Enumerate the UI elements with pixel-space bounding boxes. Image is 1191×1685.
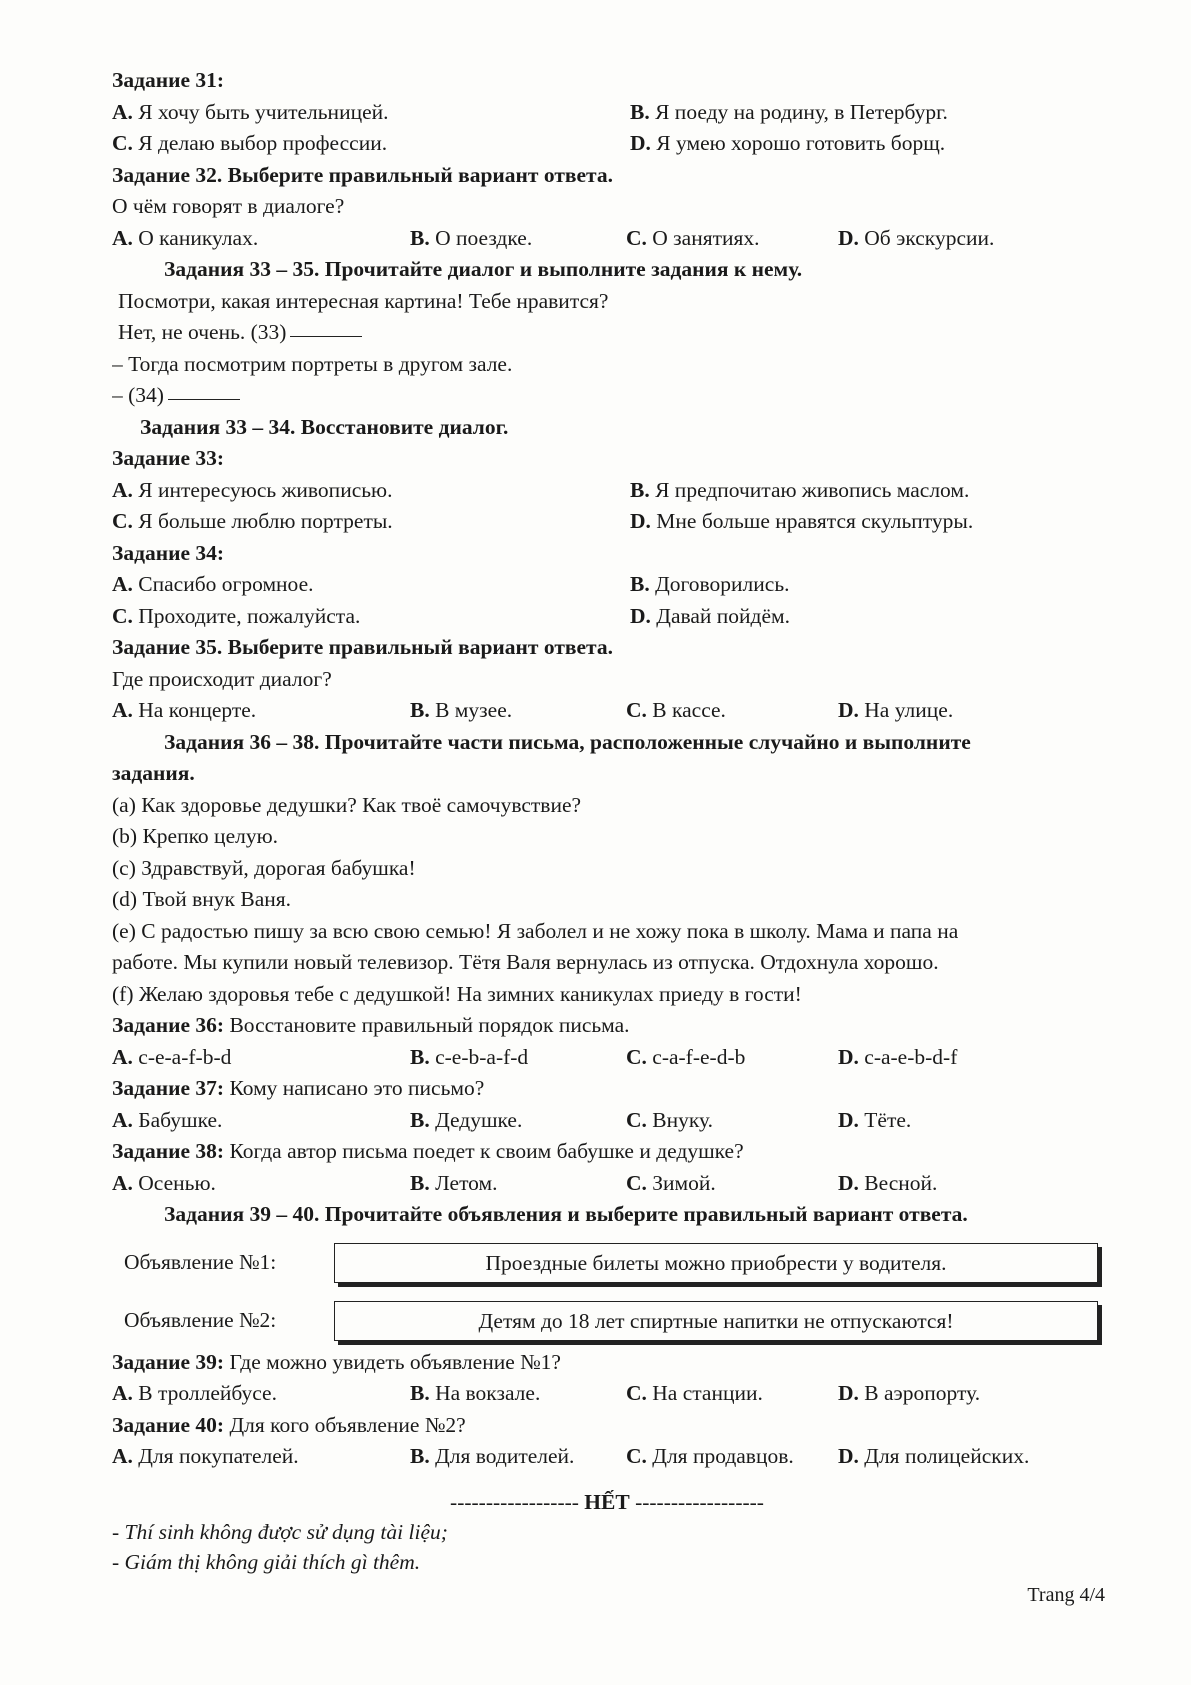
q32-option-a: A. О каникулах. (112, 225, 259, 250)
q31-options-row1 (112, 100, 1102, 132)
q34-option-a: A. Спасибо огромное. (112, 572, 314, 596)
q32-option-c: C. О занятиях. (626, 225, 760, 250)
letter-part-b: (b) Крепко целую. (112, 824, 279, 848)
footer-note-1: - Thí sinh không được sử dụng tài liệu; (112, 1519, 448, 1544)
announcement-2 (112, 1292, 1102, 1350)
q37-options (112, 1108, 1102, 1140)
q33-title: Задание 33: (112, 446, 225, 470)
end-divider: ------------------ HẾT ------------------ (450, 1489, 764, 1514)
q35-option-b: B. В музее. (410, 698, 513, 722)
q33-option-d: D. Мне больше нравятся скульптуры. (630, 509, 974, 533)
letter-part-e-line1: (e) С радостью пишу за всю свою семью! Я заболел и не хожу пока в школу. Мама и папа на (112, 918, 959, 943)
q34-option-c: C. Проходите, пожалуйста. (112, 603, 361, 628)
q40-option-a: A. Для покупателей. (112, 1444, 299, 1468)
q34-options-row2 (112, 604, 1102, 636)
q39-options (112, 1381, 1102, 1413)
q37-option-d: D. Тёте. (838, 1107, 912, 1132)
q33-options-row2 (112, 509, 1102, 541)
q31-title: Задание 31: (112, 68, 225, 92)
q38-option-a: A. Осенью. (112, 1170, 216, 1195)
q38-option-b: B. Летом. (410, 1170, 498, 1195)
q32-title: Задание 32. Выберите правильный вариант ответа. (112, 162, 613, 187)
q36-prompt: Задание 36: Восстановите правильный порядок письма. (112, 1013, 630, 1037)
q39-prompt: Задание 39: Где можно увидеть объявление №1? (112, 1349, 561, 1374)
q36-options (112, 1045, 1102, 1077)
letter-title-cont: задания. (112, 761, 195, 785)
q34-option-b: B. Договорились. (630, 572, 790, 596)
q32-option-b: B. О поездке. (410, 225, 533, 250)
dialog-line-4: – (34) (112, 383, 1102, 415)
q39-option-d: D. В аэропорту. (838, 1381, 981, 1405)
announcement-1-label: Объявление №1: (124, 1249, 277, 1274)
q40-prompt: Задание 40: Для кого объявление №2? (112, 1412, 466, 1437)
q37-option-c: C. Внуку. (626, 1107, 713, 1132)
footer-note-2: - Giám thị không giải thích gì thêm. (112, 1549, 421, 1574)
q35-title: Задание 35. Выберите правильный вариант ответа. (112, 635, 613, 659)
q33-option-a: A. Я интересуюсь живописью. (112, 477, 393, 502)
announcement-2-box: Детям до 18 лет спиртные напитки не отпускаются! (334, 1301, 1098, 1341)
q31-option-a: A. Я хочу быть учительницей. (112, 99, 389, 124)
end-word: HẾT (584, 1489, 630, 1514)
ads-title: Задания 39 – 40. Прочитайте объявления и выберите правильный вариант ответа. (164, 1202, 968, 1226)
q31-option-c: C. Я делаю выбор профессии. (112, 131, 388, 155)
q34-options-row1 (112, 572, 1102, 604)
restore-title: Задания 33 – 34. Восстановите диалог. (140, 414, 509, 439)
dialog-line-1: Посмотри, какая интересная картина! Тебе нравится? (118, 288, 609, 313)
q36-option-a: A. c-e-a-f-b-d (112, 1044, 232, 1069)
q33-option-c: C. Я больше люблю портреты. (112, 509, 393, 533)
letter-title: Задания 36 – 38. Прочитайте части письма, расположенные случайно и выполните (164, 729, 971, 754)
q31-options-row2 (112, 131, 1102, 163)
q39-option-b: B. На вокзале. (410, 1381, 541, 1405)
q35-question: Где происходит диалог? (112, 666, 332, 691)
q39-option-a: A. В троллейбусе. (112, 1381, 277, 1405)
q39-option-c: C. На станции. (626, 1381, 763, 1405)
announcement-2-label: Объявление №2: (124, 1307, 277, 1332)
q37-option-a: A. Бабушке. (112, 1107, 223, 1132)
q35-option-d: D. На улице. (838, 698, 954, 722)
q35-option-c: C. В кассе. (626, 698, 726, 722)
q38-options (112, 1171, 1102, 1203)
q33-option-b: B. Я предпочитаю живопись маслом. (630, 477, 970, 502)
q40-option-b: B. Для водителей. (410, 1444, 575, 1468)
q32-question: О чём говорят в диалоге? (112, 194, 345, 218)
dialog-line-2: Нет, не очень. (33) (112, 320, 1102, 352)
q31-option-d: D. Я умею хорошо готовить борщ. (630, 131, 946, 155)
page-number: Trang 4/4 (1027, 1584, 1105, 1606)
q32-options (112, 226, 1102, 258)
q38-option-d: D. Весной. (838, 1170, 938, 1195)
q31-option-b: B. Я поеду на родину, в Петербург. (630, 99, 948, 124)
q33-options-row1 (112, 478, 1102, 510)
q32-option-d: D. Об экскурсии. (838, 225, 995, 250)
blank-34 (168, 398, 240, 400)
letter-part-e-line2: работе. Мы купили новый телевизор. Тётя Валя вернулась из отпуска. Отдохнула хорошо. (112, 950, 939, 974)
q40-option-d: D. Для полицейских. (838, 1444, 1030, 1468)
letter-part-c: (c) Здравствуй, дорогая бабушка! (112, 855, 416, 880)
q40-options (112, 1444, 1102, 1476)
q37-option-b: B. Дедушке. (410, 1107, 523, 1132)
exam-page (112, 68, 1102, 1580)
dialog-line-3: – Тогда посмотрим портреты в другом зале. (112, 351, 513, 376)
q40-option-c: C. Для продавцов. (626, 1444, 794, 1468)
q37-prompt: Задание 37: Кому написано это письмо? (112, 1076, 485, 1100)
q38-option-c: C. Зимой. (626, 1170, 716, 1195)
announcement-1 (112, 1234, 1102, 1292)
q36-option-d: D. c-a-e-b-d-f (838, 1044, 958, 1069)
letter-part-f: (f) Желаю здоровья тебе с дедушкой! На зимних каникулах приеду в гости! (112, 981, 802, 1006)
q36-option-c: C. c-a-f-e-d-b (626, 1044, 746, 1069)
q36-option-b: B. c-e-b-a-f-d (410, 1044, 529, 1069)
announcement-1-box: Проездные билеты можно приобрести у водителя. (334, 1243, 1098, 1283)
q34-title: Задание 34: (112, 540, 225, 565)
letter-part-a: (a) Как здоровье дедушки? Как твоё самочувствие? (112, 792, 582, 817)
dialog-title: Задания 33 – 35. Прочитайте диалог и выполните задания к нему. (164, 257, 803, 281)
q35-option-a: A. На концерте. (112, 698, 257, 722)
q35-options (112, 698, 1102, 730)
letter-part-d: (d) Твой внук Ваня. (112, 887, 292, 911)
q38-prompt: Задание 38: Когда автор письма поедет к своим бабушке и дедушке? (112, 1139, 744, 1163)
blank-33 (290, 335, 362, 337)
q34-option-d: D. Давай пойдём. (630, 603, 791, 628)
